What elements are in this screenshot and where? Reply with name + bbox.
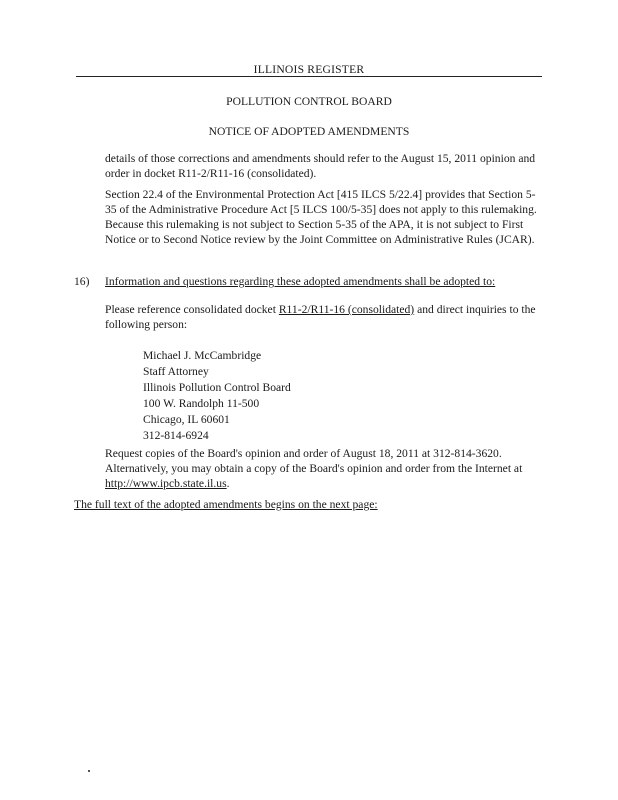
header-rule [76, 76, 542, 77]
paragraph-corrections: details of those corrections and amendments should refer to the August 15, 2011 opinion and order in docket R11-2/R11-16 (consolidated). [105, 152, 536, 180]
docket-number: R11-2/R11-16 (consolidated) [278, 303, 415, 316]
contact-title: Staff Attorney [143, 365, 209, 378]
request-text: Request copies of the Board's opinion and order of August 18, 2011 at 312-814-3620. Alternatively, you may obtain a copy of the Board's opinion and order from the Internet at [105, 447, 523, 475]
item-heading: Information and questions regarding these adopted amendments shall be adopted to: [105, 275, 496, 288]
request-text-end: . [226, 477, 230, 490]
contact-name: Michael J. McCambridge [143, 349, 262, 362]
docket-text-after: and direct inquiries to the following person: [105, 303, 536, 331]
paragraph-docket-reference [105, 302, 545, 332]
register-title: ILLINOIS REGISTER [253, 63, 365, 76]
board-website-link[interactable]: http://www.ipcb.state.il.us [105, 477, 227, 490]
scan-speck [88, 770, 90, 772]
board-name: POLLUTION CONTROL BOARD [226, 95, 392, 108]
full-text-notice: The full text of the adopted amendments begins on the next page: [74, 498, 378, 511]
notice-title: NOTICE OF ADOPTED AMENDMENTS [208, 125, 410, 138]
contact-city: Chicago, IL 60601 [143, 413, 230, 426]
item-number: 16) [74, 275, 90, 288]
contact-organization: Illinois Pollution Control Board [143, 381, 291, 394]
paragraph-request-copies [105, 446, 545, 491]
docket-text-before: Please reference consolidated docket [105, 303, 279, 316]
contact-address: 100 W. Randolph 11-500 [143, 397, 260, 410]
paragraph-section-22-4: Section 22.4 of the Environmental Protection Act [415 ILCS 5/22.4] provides that Section 5-35 of the Administrative Procedure Act [5 ILCS 100/5-35] does not apply to this rulemaking. Because this rulemaking is not subject to Section 5-35 of the APA, it is not subject to First Notice or to Second Notice review by the Joint Committee on Administrative Rules (JCAR). [105, 188, 537, 246]
contact-block [143, 348, 291, 444]
contact-phone: 312-814-6924 [143, 429, 209, 442]
